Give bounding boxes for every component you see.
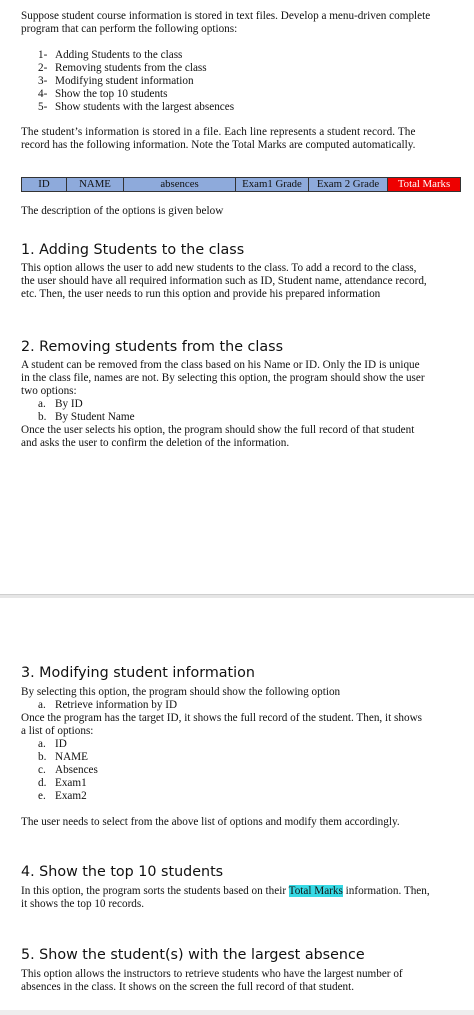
- table-cell-name: NAME: [67, 178, 124, 192]
- sub-option-text: Retrieve information by ID: [55, 699, 178, 711]
- list-letter: d.: [38, 777, 47, 789]
- section-2-line: in the class file, names are not. By selecting this option, the program should show the user: [21, 372, 425, 384]
- list-item: Exam2: [55, 790, 87, 802]
- document-page-2: [0, 598, 474, 1015]
- table-cell-exam2: Exam 2 Grade: [309, 178, 388, 192]
- option-text: Show the top 10 students: [55, 88, 168, 100]
- section-2-heading: 2. Removing students from the class: [21, 339, 284, 355]
- section-5-line: This option allows the instructors to retrieve students who have the largest number of: [21, 968, 403, 980]
- section-1-line: This option allows the user to add new students to the class. To add a record to the class,: [21, 262, 417, 274]
- option-text: Show students with the largest absences: [55, 101, 235, 113]
- option-number: 5-: [38, 101, 48, 113]
- table-cell-absences: absences: [124, 178, 236, 192]
- section-4-line-2: it shows the top 10 records.: [21, 898, 145, 910]
- table-cell-id: ID: [22, 178, 67, 192]
- list-letter: c.: [38, 764, 46, 776]
- record-fields-table: [21, 177, 461, 192]
- sub-option-letter: a.: [38, 699, 46, 711]
- section-5-line: absences in the class. It shows on the screen the full record of that student.: [21, 981, 355, 993]
- section-2-line: A student can be removed from the class based on his Name or ID. Only the ID is unique: [21, 359, 420, 371]
- section-4-heading: 4. Show the top 10 students: [21, 864, 224, 880]
- section-3-closing: The user needs to select from the above list of options and modify them accordingly.: [21, 816, 400, 828]
- option-text: Adding Students to the class: [55, 49, 183, 61]
- section-1-heading: 1. Adding Students to the class: [21, 242, 245, 258]
- intro-line-2: program that can perform the following options:: [21, 23, 238, 35]
- option-number: 1-: [38, 49, 48, 61]
- list-item: ID: [55, 738, 67, 750]
- intro-line-1: Suppose student course information is stored in text files. Develop a menu-driven complete: [21, 10, 431, 22]
- section-1-line: etc. Then, the user needs to run this option and provide his prepared information: [21, 288, 381, 300]
- storage-line-1: The student’s information is stored in a file. Each line represents a student record. The: [21, 126, 416, 138]
- option-number: 4-: [38, 88, 48, 100]
- list-letter: e.: [38, 790, 46, 802]
- page-bottom-edge: [0, 1010, 474, 1015]
- section-2-after-line: Once the user selects his option, the program should show the full record of that student: [21, 424, 415, 436]
- description-intro: The description of the options is given below: [21, 205, 224, 217]
- sub-option-text: By ID: [55, 398, 83, 410]
- section-3-line: Once the program has the target ID, it shows the full record of the student. Then, it shows: [21, 712, 423, 724]
- section-4-text: information. Then,: [342, 885, 430, 897]
- section-3-line: a list of options:: [21, 725, 94, 737]
- section-1-line: the user should have all required information such as ID, Student name, attendance record,: [21, 275, 427, 287]
- sub-option-letter: b.: [38, 411, 47, 423]
- storage-line-2: record has the following information. Note the Total Marks are computed automatically.: [21, 139, 416, 151]
- table-cell-exam1: Exam1 Grade: [236, 178, 309, 192]
- sub-option-text: By Student Name: [55, 411, 135, 423]
- section-4-line-1: [21, 885, 453, 898]
- list-letter: b.: [38, 751, 47, 763]
- section-3-heading: 3. Modifying student information: [21, 665, 255, 681]
- option-number: 2-: [38, 62, 48, 74]
- option-number: 3-: [38, 75, 48, 87]
- list-item: Absences: [55, 764, 98, 776]
- table-cell-total-marks: Total Marks: [388, 178, 461, 192]
- section-5-heading: 5. Show the student(s) with the largest absence: [21, 947, 365, 963]
- list-item: Exam1: [55, 777, 87, 789]
- sub-option-letter: a.: [38, 398, 46, 410]
- option-text: Modifying student information: [55, 75, 194, 87]
- table-row: [22, 178, 461, 192]
- section-3-line: By selecting this option, the program should show the following option: [21, 686, 341, 698]
- list-item: NAME: [55, 751, 88, 763]
- total-marks-highlight: Total Marks: [288, 885, 343, 897]
- list-letter: a.: [38, 738, 46, 750]
- section-4-text: In this option, the program sorts the students based on their: [21, 885, 289, 897]
- section-2-after-line: and asks the user to confirm the deletion of the information.: [21, 437, 290, 449]
- section-2-line: two options:: [21, 385, 77, 397]
- option-text: Removing students from the class: [55, 62, 207, 74]
